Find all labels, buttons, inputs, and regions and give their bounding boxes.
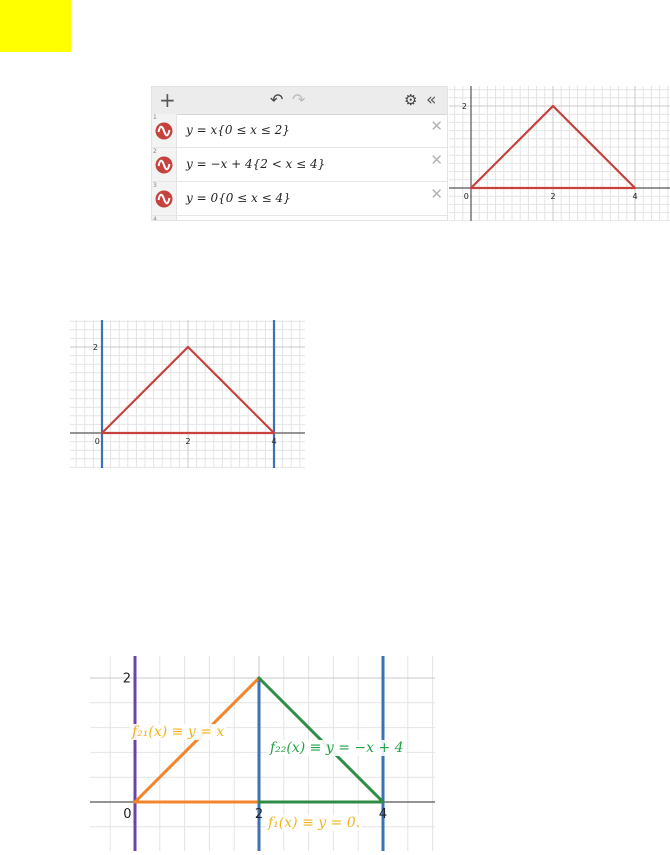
expression-input[interactable]: y = 0{0 ≤ x ≤ 4} bbox=[186, 191, 291, 205]
expression-toolbar bbox=[152, 87, 447, 115]
redo-icon[interactable]: ↷ bbox=[292, 90, 306, 109]
graph-canvas[interactable] bbox=[449, 86, 670, 221]
graph-wave-icon[interactable] bbox=[155, 190, 173, 208]
expression-row[interactable] bbox=[152, 182, 447, 216]
x-tick-label: 0 bbox=[123, 807, 132, 822]
delete-expression-icon[interactable]: ✕ bbox=[430, 117, 443, 135]
settings-gear-icon[interactable]: ⚙ bbox=[404, 91, 418, 109]
function-label-f1: f₁(x) ≡ y = 0. bbox=[268, 815, 361, 831]
y-tick-label: 2 bbox=[92, 342, 98, 352]
x-tick-label: 4 bbox=[271, 437, 277, 446]
expression-number: 3 bbox=[153, 182, 157, 189]
y-tick-label: 2 bbox=[461, 101, 467, 111]
expression-number: 1 bbox=[153, 114, 157, 121]
function-label-f21: f₂₁(x) ≡ y = x bbox=[132, 724, 225, 740]
expression-gutter bbox=[152, 114, 177, 147]
expression-gutter bbox=[152, 216, 177, 221]
y-tick-label: 2 bbox=[122, 671, 131, 687]
graph-canvas bbox=[70, 320, 305, 468]
expression-gutter bbox=[152, 148, 177, 181]
x-tick-label: 0 bbox=[94, 437, 100, 446]
yellow-highlight-box bbox=[0, 0, 71, 52]
expression-row[interactable] bbox=[152, 114, 447, 148]
add-expression-button[interactable]: + bbox=[159, 88, 176, 112]
expression-input[interactable]: y = −x + 4{2 < x ≤ 4} bbox=[186, 157, 326, 171]
collapse-panel-icon[interactable]: « bbox=[426, 90, 437, 110]
expression-number: 4 bbox=[153, 216, 157, 221]
function-label-f22: f₂₂(x) ≡ y = −x + 4 bbox=[270, 740, 404, 756]
x-tick-label: 4 bbox=[632, 192, 638, 201]
expression-input[interactable]: y = x{0 ≤ x ≤ 2} bbox=[186, 123, 290, 137]
x-tick-label: 2 bbox=[550, 192, 556, 201]
x-tick-label: 0 bbox=[463, 192, 469, 201]
x-tick-label: 4 bbox=[378, 807, 388, 822]
graph-wave-icon[interactable] bbox=[155, 122, 173, 140]
delete-expression-icon[interactable]: ✕ bbox=[430, 151, 443, 169]
expression-row[interactable] bbox=[152, 216, 447, 221]
segment-f21 bbox=[135, 678, 259, 802]
x-tick-label: 2 bbox=[254, 807, 264, 822]
undo-icon[interactable]: ↶ bbox=[270, 90, 284, 109]
expression-panel bbox=[151, 86, 448, 221]
expression-row[interactable] bbox=[152, 148, 447, 182]
expression-gutter bbox=[152, 182, 177, 215]
delete-expression-icon[interactable]: ✕ bbox=[430, 185, 443, 203]
x-tick-label: 2 bbox=[185, 437, 191, 446]
graph-wave-icon[interactable] bbox=[155, 156, 173, 174]
expression-number: 2 bbox=[153, 148, 157, 155]
